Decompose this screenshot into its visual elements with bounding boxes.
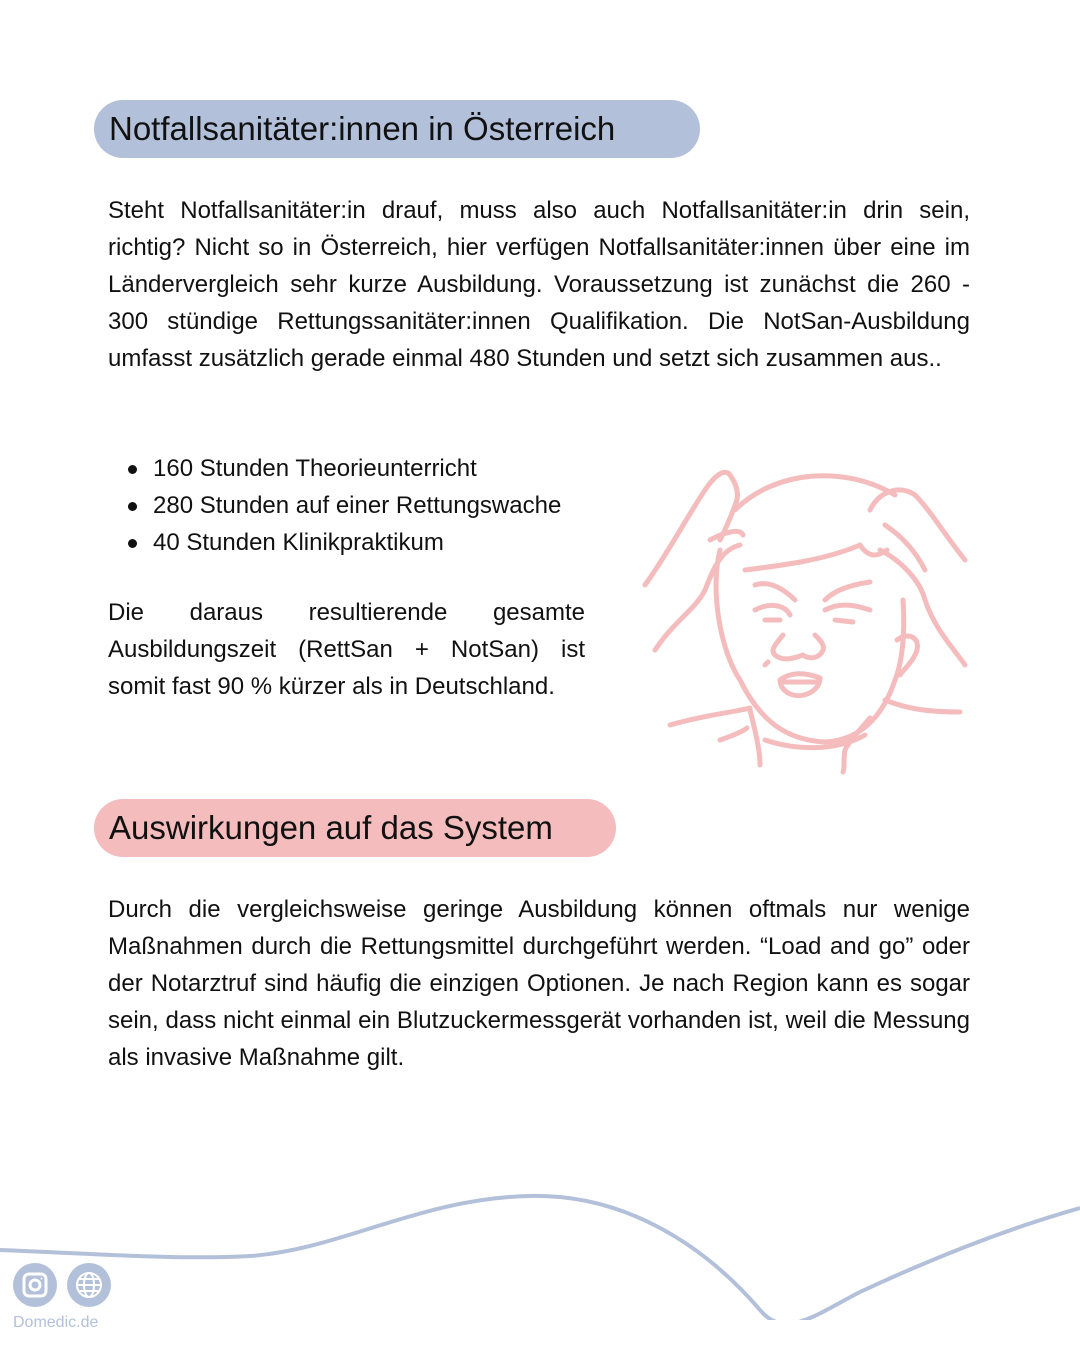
summary-paragraph: Die daraus resultierende gesamte Ausbildungszeit (RettSan + NotSan) ist somit fast 90 % kürzer als in Deutschland. [108, 599, 585, 700]
bullet-icon [128, 465, 137, 474]
list-item [108, 524, 561, 561]
instagram-icon [21, 1271, 49, 1299]
website-button[interactable] [67, 1263, 111, 1307]
stressed-person-illustration [625, 450, 985, 780]
bullet-icon [128, 539, 137, 548]
system-paragraph: Durch die vergleichsweise geringe Ausbildung können oftmals nur wenige Maßnahmen durch die Rettungsmittel durchgeführt werden. “Load and go” oder der Notarztruf sind häufig die einzigen Optionen. Je nach Region kann es sogar sein, dass nicht einmal ein Blutzuckermessgerät vorhanden ist, weil die Messung als invasive Maßnahme gilt. [108, 896, 970, 1071]
intro-paragraph: Steht Notfallsanitäter:in drauf, muss also auch Notfallsanitäter:in drin sein, richtig? Nicht so in Österreich, hier verfügen Notfallsanitäter:innen über eine im Ländervergleich sehr kurze Ausbildung. Voraussetzung ist zunächst die 260 - 300 stündige Rettungssanitäter:innen Qualifikation. Die NotSan-Ausbildung umfasst zusätzlich gerade einmal 480 Stunden und setzt sich zusammen aus.. [108, 197, 970, 372]
list-item-text: 40 Stunden Klinikpraktikum [153, 529, 444, 556]
list-item [108, 487, 561, 524]
website-label[interactable]: Domedic.de [13, 1314, 99, 1331]
section-heading-text: Auswirkungen auf das System [109, 809, 553, 846]
section-heading-system [94, 799, 616, 857]
section-heading-austria [94, 100, 700, 158]
bullet-icon [128, 502, 137, 511]
instagram-button[interactable] [13, 1263, 57, 1307]
list-item [108, 450, 561, 487]
list-item-text: 160 Stunden Theorieunterricht [153, 455, 477, 482]
training-hours-list [108, 450, 561, 561]
decorative-wave [0, 1180, 1080, 1320]
list-item-text: 280 Stunden auf einer Rettungswache [153, 492, 562, 519]
section-heading-text: Notfallsanitäter:innen in Österreich [109, 110, 616, 147]
globe-icon [74, 1270, 104, 1300]
